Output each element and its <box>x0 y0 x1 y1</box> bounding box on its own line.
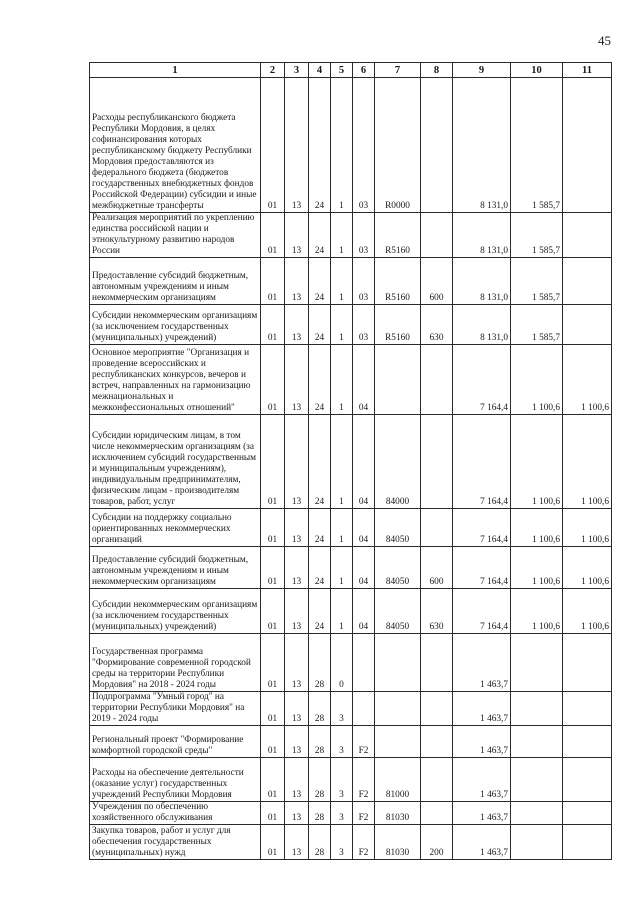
amount-col-10-cell: 1 100,6 <box>511 345 563 415</box>
code-col-3-cell: 13 <box>285 692 309 726</box>
column-header-8: 8 <box>421 63 453 78</box>
expense-type-cell <box>421 726 453 758</box>
target-code-cell <box>375 634 421 692</box>
amount-col-10-cell <box>511 692 563 726</box>
amount-col-11-cell <box>563 634 612 692</box>
amount-col-10-cell: 1 100,6 <box>511 509 563 547</box>
code-col-4-cell: 28 <box>309 758 331 802</box>
target-code-cell <box>375 726 421 758</box>
item-name-cell: Субсидии юридическим лицам, в том числе некоммерческим организациям (за исключением субсидий государственным и муниципальным учреждениям), индивидуальным предпринимателям, физическим лицам - производителям товаров, работ, услуг <box>90 415 261 509</box>
column-header-3: 3 <box>285 63 309 78</box>
code-col-6-cell <box>353 692 375 726</box>
code-col-5-cell: 1 <box>331 305 353 345</box>
amount-col-9-cell: 1 463,7 <box>453 758 511 802</box>
code-col-3-cell: 13 <box>285 213 309 258</box>
table-row <box>90 726 612 758</box>
page-number: 45 <box>598 33 611 48</box>
amount-col-11-cell <box>563 758 612 802</box>
code-col-6-cell: 04 <box>353 589 375 634</box>
code-col-6-cell: F2 <box>353 802 375 825</box>
code-col-5-cell: 1 <box>331 258 353 305</box>
column-header-2: 2 <box>261 63 285 78</box>
code-col-5-cell: 3 <box>331 726 353 758</box>
code-col-5-cell: 1 <box>331 78 353 213</box>
code-col-3-cell: 13 <box>285 758 309 802</box>
code-col-6-cell: F2 <box>353 726 375 758</box>
code-col-6-cell: 04 <box>353 415 375 509</box>
code-col-5-cell: 1 <box>331 415 353 509</box>
amount-col-11-cell: 1 100,6 <box>563 547 612 589</box>
amount-col-9-cell: 1 463,7 <box>453 825 511 860</box>
code-col-6-cell: 03 <box>353 78 375 213</box>
amount-col-10-cell <box>511 634 563 692</box>
table-body <box>90 78 612 860</box>
code-col-5-cell: 3 <box>331 825 353 860</box>
code-col-6-cell: 04 <box>353 547 375 589</box>
amount-col-10-cell <box>511 802 563 825</box>
amount-col-11-cell: 1 100,6 <box>563 509 612 547</box>
code-col-4-cell: 28 <box>309 692 331 726</box>
code-col-3-cell: 13 <box>285 509 309 547</box>
code-col-3-cell: 13 <box>285 415 309 509</box>
column-header-7: 7 <box>375 63 421 78</box>
code-col-2-cell: 01 <box>261 802 285 825</box>
amount-col-10-cell: 1 100,6 <box>511 415 563 509</box>
target-code-cell: 84000 <box>375 415 421 509</box>
amount-col-9-cell: 8 131,0 <box>453 213 511 258</box>
expense-type-cell: 600 <box>421 547 453 589</box>
code-col-6-cell: 03 <box>353 258 375 305</box>
amount-col-11-cell: 1 100,6 <box>563 345 612 415</box>
code-col-5-cell: 3 <box>331 692 353 726</box>
code-col-4-cell: 28 <box>309 825 331 860</box>
item-name-cell: Расходы республиканского бюджета Республики Мордовия, в целях софинансирования которых республиканскому бюджету Республики Мордовия предоставляются из федерального бюджета (бюджетов государственных внебюджетных фондов Российской Федерации) субсидии и иные межбюджетные трансферты <box>90 78 261 213</box>
code-col-2-cell: 01 <box>261 547 285 589</box>
item-name-cell: Основное мероприятие "Организация и проведение всероссийских и республиканских конкурсов, вечеров и встреч, направленных на гармонизацию межнациональных и межконфессиональных отношений" <box>90 345 261 415</box>
code-col-6-cell <box>353 634 375 692</box>
expense-type-cell: 600 <box>421 258 453 305</box>
amount-col-9-cell: 1 463,7 <box>453 692 511 726</box>
code-col-2-cell: 01 <box>261 258 285 305</box>
code-col-2-cell: 01 <box>261 213 285 258</box>
amount-col-10-cell: 1 100,6 <box>511 547 563 589</box>
code-col-4-cell: 28 <box>309 726 331 758</box>
target-code-cell: R5160 <box>375 213 421 258</box>
target-code-cell <box>375 345 421 415</box>
code-col-6-cell: 03 <box>353 213 375 258</box>
code-col-3-cell: 13 <box>285 305 309 345</box>
table-row <box>90 547 612 589</box>
code-col-4-cell: 28 <box>309 634 331 692</box>
amount-col-11-cell <box>563 305 612 345</box>
code-col-2-cell: 01 <box>261 305 285 345</box>
code-col-4-cell: 24 <box>309 258 331 305</box>
amount-col-9-cell: 8 131,0 <box>453 258 511 305</box>
code-col-2-cell: 01 <box>261 78 285 213</box>
code-col-2-cell: 01 <box>261 415 285 509</box>
item-name-cell: Подпрограмма "Умный город" на территории Республики Мордовия" на 2019 - 2024 годы <box>90 692 261 726</box>
target-code-cell: 84050 <box>375 547 421 589</box>
amount-col-11-cell <box>563 825 612 860</box>
code-col-3-cell: 13 <box>285 802 309 825</box>
code-col-2-cell: 01 <box>261 589 285 634</box>
code-col-2-cell: 01 <box>261 726 285 758</box>
budget-table <box>89 62 612 860</box>
code-col-6-cell: 03 <box>353 305 375 345</box>
amount-col-9-cell: 1 463,7 <box>453 726 511 758</box>
table-row <box>90 634 612 692</box>
expense-type-cell <box>421 802 453 825</box>
amount-col-9-cell: 8 131,0 <box>453 305 511 345</box>
code-col-4-cell: 24 <box>309 547 331 589</box>
table-row <box>90 258 612 305</box>
amount-col-10-cell <box>511 726 563 758</box>
code-col-5-cell: 1 <box>331 213 353 258</box>
code-col-6-cell: F2 <box>353 758 375 802</box>
code-col-5-cell: 1 <box>331 547 353 589</box>
code-col-2-cell: 01 <box>261 345 285 415</box>
code-col-5-cell: 1 <box>331 589 353 634</box>
expense-type-cell <box>421 213 453 258</box>
code-col-3-cell: 13 <box>285 258 309 305</box>
amount-col-9-cell: 1 463,7 <box>453 802 511 825</box>
code-col-6-cell: 04 <box>353 345 375 415</box>
code-col-5-cell: 0 <box>331 634 353 692</box>
target-code-cell: R5160 <box>375 258 421 305</box>
item-name-cell: Субсидии на поддержку социально ориентированных некоммерческих организаций <box>90 509 261 547</box>
target-code-cell: 81000 <box>375 758 421 802</box>
code-col-6-cell: F2 <box>353 825 375 860</box>
code-col-4-cell: 24 <box>309 345 331 415</box>
target-code-cell: 81030 <box>375 802 421 825</box>
table-row <box>90 802 612 825</box>
amount-col-10-cell: 1 585,7 <box>511 305 563 345</box>
code-col-3-cell: 13 <box>285 547 309 589</box>
column-header-10: 10 <box>511 63 563 78</box>
amount-col-11-cell <box>563 802 612 825</box>
table-row <box>90 78 612 213</box>
expense-type-cell <box>421 758 453 802</box>
column-header-6: 6 <box>353 63 375 78</box>
code-col-4-cell: 24 <box>309 509 331 547</box>
table-header-row <box>90 63 612 78</box>
target-code-cell: R0000 <box>375 78 421 213</box>
amount-col-11-cell <box>563 258 612 305</box>
code-col-3-cell: 13 <box>285 78 309 213</box>
code-col-6-cell: 04 <box>353 509 375 547</box>
table-row <box>90 692 612 726</box>
item-name-cell: Закупка товаров, работ и услуг для обеспечения государственных (муниципальных) нужд <box>90 825 261 860</box>
amount-col-11-cell: 1 100,6 <box>563 415 612 509</box>
table-row <box>90 825 612 860</box>
expense-type-cell: 630 <box>421 589 453 634</box>
code-col-4-cell: 24 <box>309 213 331 258</box>
amount-col-10-cell: 1 585,7 <box>511 78 563 213</box>
amount-col-11-cell <box>563 692 612 726</box>
column-header-4: 4 <box>309 63 331 78</box>
amount-col-10-cell: 1 585,7 <box>511 258 563 305</box>
expense-type-cell <box>421 78 453 213</box>
code-col-4-cell: 24 <box>309 415 331 509</box>
table-row <box>90 415 612 509</box>
amount-col-9-cell: 8 131,0 <box>453 78 511 213</box>
code-col-5-cell: 3 <box>331 802 353 825</box>
item-name-cell: Субсидии некоммерческим организациям (за исключением государственных (муниципальных) учреждений) <box>90 305 261 345</box>
code-col-2-cell: 01 <box>261 634 285 692</box>
table-row <box>90 509 612 547</box>
expense-type-cell <box>421 692 453 726</box>
code-col-4-cell: 24 <box>309 589 331 634</box>
table-row <box>90 213 612 258</box>
code-col-4-cell: 24 <box>309 305 331 345</box>
amount-col-11-cell <box>563 726 612 758</box>
item-name-cell: Учреждения по обеспечению хозяйственного обслуживания <box>90 802 261 825</box>
item-name-cell: Предоставление субсидий бюджетным, автономным учреждениям и иным некоммерческим организациям <box>90 258 261 305</box>
amount-col-9-cell: 7 164,4 <box>453 345 511 415</box>
target-code-cell: 81030 <box>375 825 421 860</box>
code-col-4-cell: 28 <box>309 802 331 825</box>
column-header-1: 1 <box>90 63 261 78</box>
item-name-cell: Предоставление субсидий бюджетным, автономным учреждениям и иным некоммерческим организациям <box>90 547 261 589</box>
code-col-2-cell: 01 <box>261 758 285 802</box>
target-code-cell: R5160 <box>375 305 421 345</box>
amount-col-10-cell <box>511 758 563 802</box>
column-header-11: 11 <box>563 63 612 78</box>
column-header-9: 9 <box>453 63 511 78</box>
amount-col-10-cell: 1 585,7 <box>511 213 563 258</box>
item-name-cell: Региональный проект "Формирование комфортной городской среды" <box>90 726 261 758</box>
table-row <box>90 305 612 345</box>
target-code-cell: 84050 <box>375 509 421 547</box>
target-code-cell: 84050 <box>375 589 421 634</box>
code-col-3-cell: 13 <box>285 825 309 860</box>
table-row <box>90 345 612 415</box>
amount-col-9-cell: 7 164,4 <box>453 547 511 589</box>
table-row <box>90 589 612 634</box>
code-col-2-cell: 01 <box>261 509 285 547</box>
expense-type-cell <box>421 634 453 692</box>
code-col-3-cell: 13 <box>285 634 309 692</box>
code-col-4-cell: 24 <box>309 78 331 213</box>
expense-type-cell: 630 <box>421 305 453 345</box>
code-col-2-cell: 01 <box>261 825 285 860</box>
expense-type-cell <box>421 509 453 547</box>
code-col-2-cell: 01 <box>261 692 285 726</box>
code-col-5-cell: 1 <box>331 345 353 415</box>
amount-col-10-cell <box>511 825 563 860</box>
target-code-cell <box>375 692 421 726</box>
amount-col-9-cell: 7 164,4 <box>453 589 511 634</box>
amount-col-9-cell: 1 463,7 <box>453 634 511 692</box>
item-name-cell: Реализация мероприятий по укреплению единства российской нации и этнокультурному развитию народов России <box>90 213 261 258</box>
amount-col-11-cell <box>563 78 612 213</box>
amount-col-9-cell: 7 164,4 <box>453 415 511 509</box>
code-col-5-cell: 3 <box>331 758 353 802</box>
expense-type-cell <box>421 415 453 509</box>
item-name-cell: Субсидии некоммерческим организациям (за исключением государственных (муниципальных) учреждений) <box>90 589 261 634</box>
table-row <box>90 758 612 802</box>
amount-col-11-cell <box>563 213 612 258</box>
item-name-cell: Расходы на обеспечение деятельности (оказание услуг) государственных учреждений Республики Мордовия <box>90 758 261 802</box>
expense-type-cell: 200 <box>421 825 453 860</box>
code-col-3-cell: 13 <box>285 589 309 634</box>
item-name-cell: Государственная программа "Формирование современной городской среды на территории Республики Мордовия" на 2018 - 2024 годы <box>90 634 261 692</box>
code-col-3-cell: 13 <box>285 345 309 415</box>
amount-col-11-cell: 1 100,6 <box>563 589 612 634</box>
column-header-5: 5 <box>331 63 353 78</box>
amount-col-10-cell: 1 100,6 <box>511 589 563 634</box>
code-col-3-cell: 13 <box>285 726 309 758</box>
amount-col-9-cell: 7 164,4 <box>453 509 511 547</box>
expense-type-cell <box>421 345 453 415</box>
code-col-5-cell: 1 <box>331 509 353 547</box>
